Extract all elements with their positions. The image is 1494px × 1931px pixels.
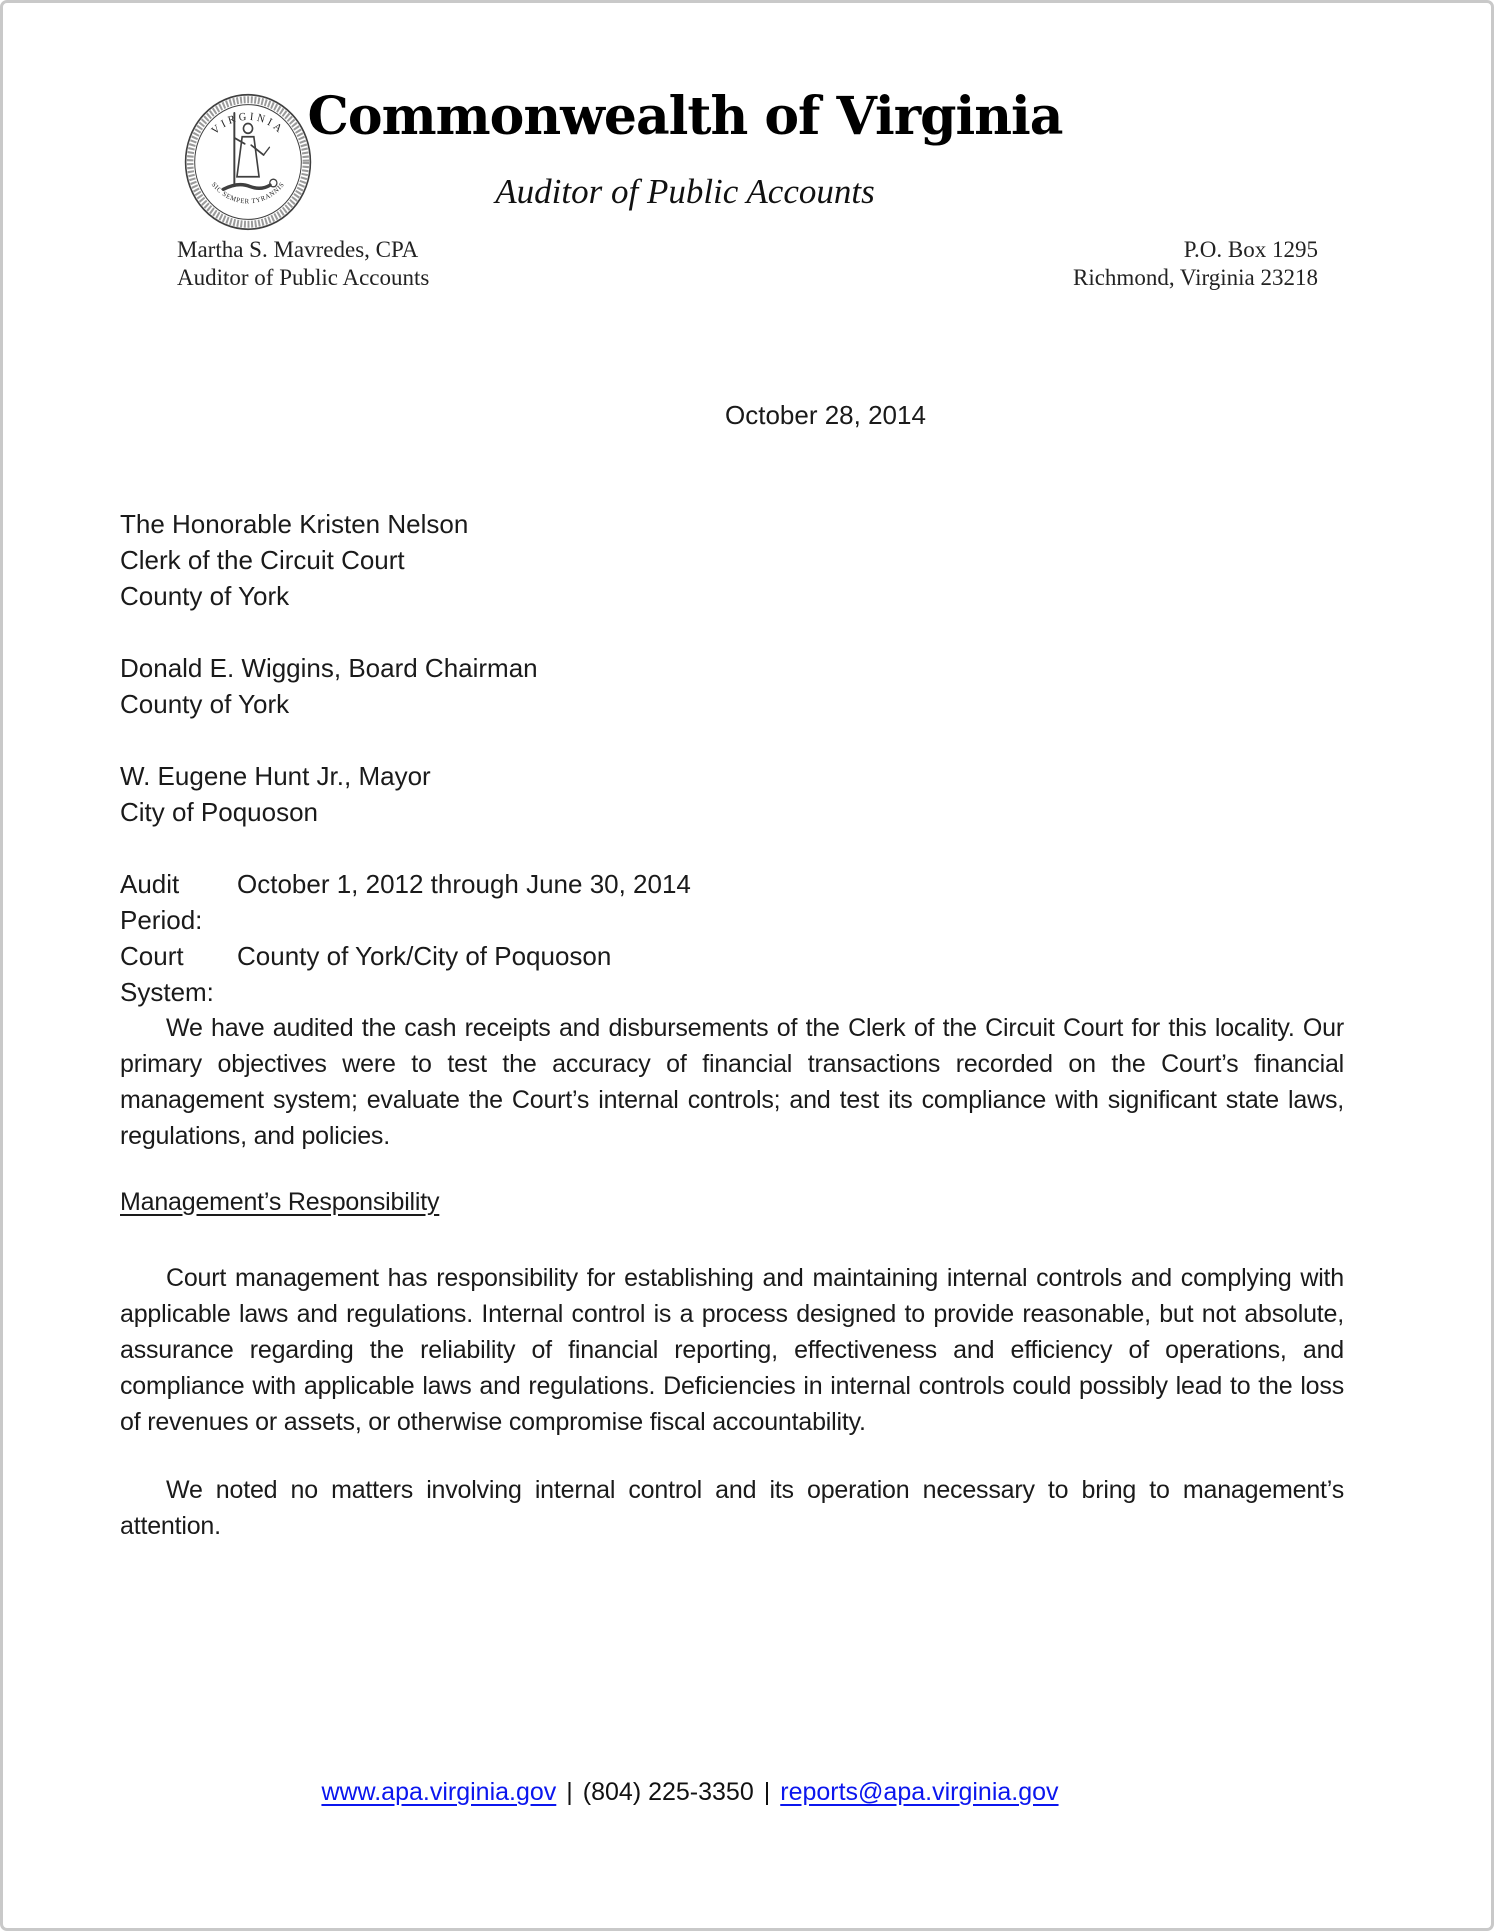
court-system-value: County of York/City of Poquoson xyxy=(237,941,612,971)
court-system-label: Court System: xyxy=(120,941,214,1007)
recipient-line: County of York xyxy=(120,581,290,611)
recipient-group xyxy=(120,506,691,614)
letter-body xyxy=(120,1010,1344,1544)
recipient-line: Donald E. Wiggins, Board Chairman xyxy=(120,653,538,683)
audit-info-block xyxy=(120,866,691,1010)
seal-top-text: VIRGINIA xyxy=(209,110,287,138)
section-heading-managements-responsibility: Management’s Responsibility xyxy=(120,1188,440,1216)
recipient-line: County of York xyxy=(120,689,290,719)
body-paragraph-3: We noted no matters involving internal control and its operation necessary to bring to management’s attention. xyxy=(120,1476,1344,1540)
footer-separator: | xyxy=(566,1778,573,1806)
recipient-line: W. Eugene Hunt Jr., Mayor xyxy=(120,761,431,791)
address-block xyxy=(120,506,691,1010)
court-system-row xyxy=(120,938,691,1010)
body-paragraph-2: Court management has responsibility for establishing and maintaining internal controls and complying with applicable laws and regulations. Internal control is a process designed to provide reasonable, but not absolute, assurance regarding the reliability of financial reporting, effectiveness and efficiency of operations, and compliance with applicable laws and regulations. Deficiencies in internal controls could possibly lead to the loss of revenues or assets, or otherwise compromise fiscal accountability. xyxy=(120,1264,1344,1436)
recipient-line: City of Poquoson xyxy=(120,797,319,827)
email-link[interactable]: reports@apa.virginia.gov xyxy=(780,1778,1059,1806)
auditor-name: Martha S. Mavredes, CPA xyxy=(177,237,419,262)
recipient-line: The Honorable Kristen Nelson xyxy=(120,509,469,539)
audit-period-row xyxy=(120,866,691,938)
mailing-address-block xyxy=(1073,236,1318,292)
page-title: Commonwealth of Virginia xyxy=(307,86,1063,147)
recipient-line: Clerk of the Circuit Court xyxy=(120,545,405,575)
audit-period-label: Audit Period: xyxy=(120,869,203,935)
auditor-contact-block xyxy=(177,236,429,292)
footer-contact-line xyxy=(0,1778,1380,1807)
footer-separator: | xyxy=(763,1778,771,1806)
auditor-title: Auditor of Public Accounts xyxy=(177,265,430,290)
phone-number: (804) 225-3350 xyxy=(582,1778,754,1806)
po-box-line: P.O. Box 1295 xyxy=(1183,237,1318,262)
city-state-zip-line: Richmond, Virginia 23218 xyxy=(1072,265,1318,290)
letter-date: October 28, 2014 xyxy=(725,400,926,430)
recipient-group xyxy=(120,758,691,830)
seal-bottom-text: SIC SEMPER TYRANNIS xyxy=(209,181,287,206)
website-link[interactable]: www.apa.virginia.gov xyxy=(321,1778,557,1806)
recipient-group xyxy=(120,650,691,722)
audit-period-value: October 1, 2012 through June 30, 2014 xyxy=(237,869,691,899)
page-subtitle: Auditor of Public Accounts xyxy=(495,172,875,211)
body-paragraph-1: We have audited the cash receipts and disbursements of the Clerk of the Circuit Court for this locality. Our primary objectives were to test the accuracy of financial transactions recorded on the Court’s financial management system; evaluate the Court’s internal controls; and test its compliance with significant state laws, regulations, and policies. xyxy=(120,1014,1344,1150)
